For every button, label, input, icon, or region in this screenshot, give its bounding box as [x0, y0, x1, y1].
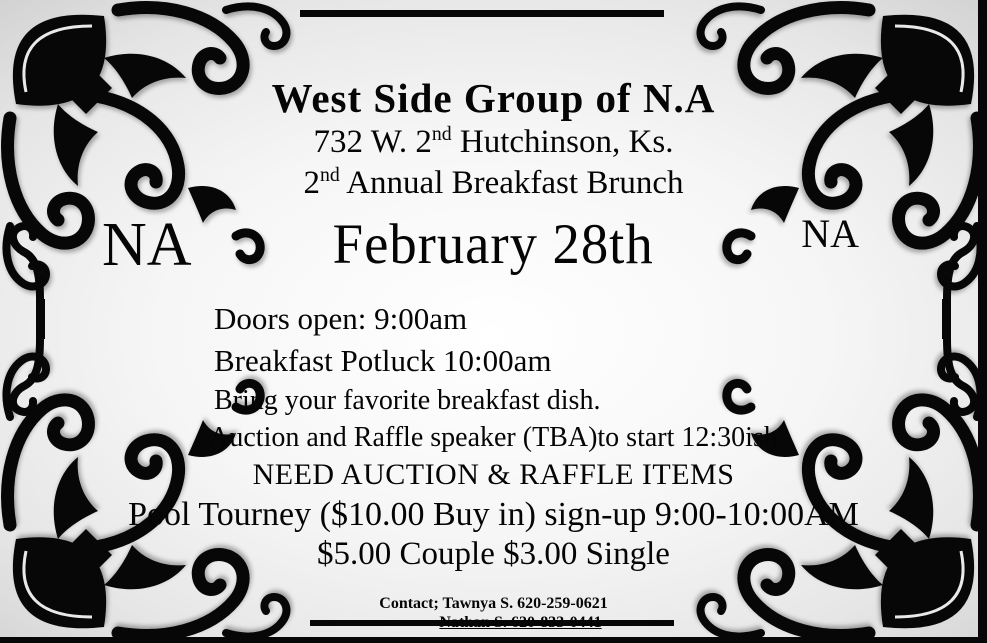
price-line: $5.00 Couple $3.00 Single: [317, 535, 670, 572]
flyer-title: West Side Group of N.A: [271, 75, 716, 121]
contact-tawnya: Contact; Tawnya S. 620-259-0621: [379, 594, 608, 612]
auction-raffle-line: Auction and Raffle speaker (TBA)to start 12:30ish: [209, 421, 778, 453]
potluck-line: Breakfast Potluck 10:00am: [214, 342, 552, 378]
address-ordinal: nd: [431, 122, 452, 145]
bring-dish-line: Bring your favorite breakfast dish.: [214, 385, 601, 417]
bottom-edge-bar: [0, 637, 987, 643]
annual-ordinal: nd: [320, 163, 340, 186]
address-text-rest: Hutchinson, Ks.: [451, 123, 674, 160]
top-border-rule: [300, 10, 664, 17]
annual-text: 2: [303, 164, 321, 201]
annual-text-rest: Annual Breakfast Brunch: [339, 164, 684, 201]
left-edge-connector-icon: [13, 226, 45, 412]
annual-event-line: [88, 163, 899, 204]
date-row: [88, 210, 899, 298]
right-edge-connector-icon: [942, 226, 974, 412]
right-edge-bar: [978, 0, 987, 643]
address-line: [88, 122, 899, 163]
contact-nathan: Nathan S. 620-833-0441: [439, 614, 602, 632]
na-label-left: NA: [102, 210, 192, 279]
doors-open-line: Doors open: 9:00am: [214, 300, 468, 336]
need-items-line: NEED AUCTION & RAFFLE ITEMS: [252, 457, 735, 491]
flyer-content: [88, 76, 899, 633]
na-label-right: NA: [801, 210, 859, 256]
event-date: February 28th: [332, 212, 654, 276]
contact-block: [88, 594, 899, 633]
address-text: 732 W. 2: [313, 123, 432, 160]
pool-tourney-line: Pool Tourney ($10.00 Buy in) sign-up 9:00-10:00AM: [128, 496, 859, 534]
